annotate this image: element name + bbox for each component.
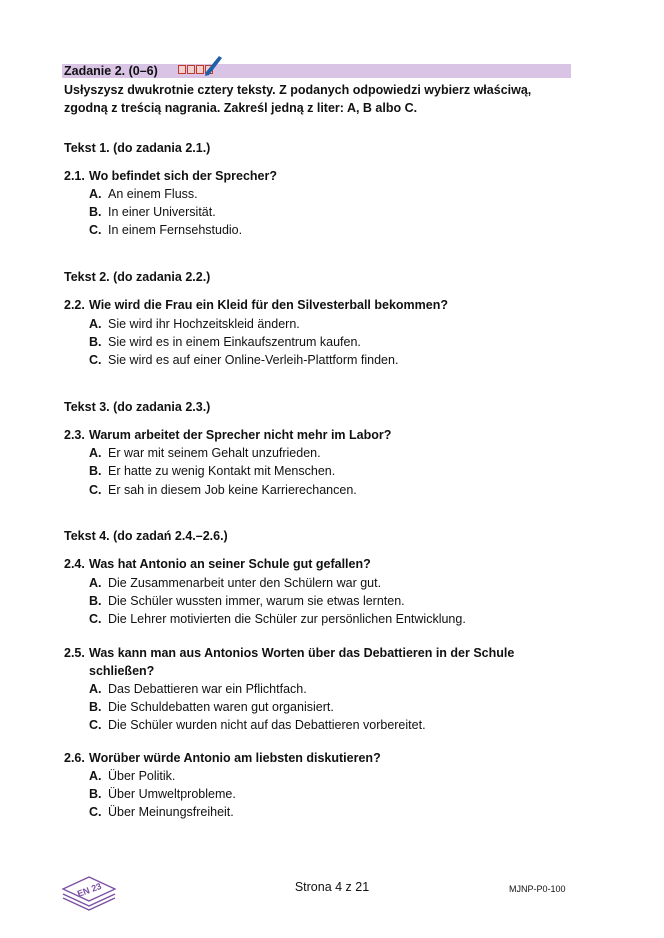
option-letter: C.: [89, 483, 102, 497]
task-instruction: Usłyszysz dwukrotnie cztery teksty. Z podanych odpowiedzi wybierz właściwą, zgodną z treścią nagrania. Zakreśl jedną z liter: A, B albo C.: [64, 83, 532, 115]
answer-option[interactable]: [89, 612, 466, 626]
question-number: 2.2.: [64, 298, 85, 312]
answer-option[interactable]: [89, 805, 234, 819]
option-letter: B.: [89, 787, 102, 801]
question-text: Wie wird die Frau ein Kleid für den Silvesterball bekommen?: [89, 298, 448, 312]
answer-option[interactable]: [89, 187, 198, 201]
option-letter: B.: [89, 464, 102, 478]
task-title: Zadanie 2. (0–6): [64, 64, 158, 78]
answer-option[interactable]: [89, 353, 398, 367]
question-number: 2.5.: [64, 646, 85, 660]
question-number: 2.4.: [64, 557, 85, 571]
pen-icon: [203, 55, 223, 77]
option-text: Die Schüler wussten immer, warum sie etwas lernten.: [108, 594, 405, 608]
answer-option[interactable]: [89, 576, 381, 590]
question-text: Warum arbeitet der Sprecher nicht mehr im Labor?: [89, 428, 392, 442]
logo-text: EN 23: [75, 880, 103, 899]
option-text: Sie wird es auf einer Online-Verleih-Plattform finden.: [108, 353, 399, 367]
question-number: 2.3.: [64, 428, 85, 442]
option-text: Sie wird es in einem Einkaufszentrum kaufen.: [108, 335, 361, 349]
question-number: 2.6.: [64, 751, 85, 765]
answer-option[interactable]: [89, 464, 335, 478]
answer-option[interactable]: [89, 682, 307, 696]
option-letter: A.: [89, 187, 102, 201]
question-text: Was kann man aus Antonios Worten über das Debattieren in der Schule schließen?: [89, 646, 515, 678]
answer-option[interactable]: [89, 446, 321, 460]
option-text: Die Schuldebatten waren gut organisiert.: [108, 700, 334, 714]
option-letter: C.: [89, 223, 102, 237]
option-letter: C.: [89, 805, 102, 819]
question-number: 2.1.: [64, 169, 85, 183]
answer-option[interactable]: [89, 700, 334, 714]
option-text: Die Schüler wurden nicht auf das Debattieren vorbereitet.: [108, 718, 426, 732]
option-letter: B.: [89, 335, 102, 349]
option-letter: B.: [89, 594, 102, 608]
score-box: [187, 65, 195, 74]
option-text: Über Meinungsfreiheit.: [108, 805, 234, 819]
option-text: Das Debattieren war ein Pflichtfach.: [108, 682, 307, 696]
text-heading: Tekst 3. (do zadania 2.3.): [64, 400, 211, 414]
option-text: Die Zusammenarbeit unter den Schülern war gut.: [108, 576, 382, 590]
option-text: Er war mit seinem Gehalt unzufrieden.: [108, 446, 321, 460]
answer-option[interactable]: [89, 317, 300, 331]
question-text: Was hat Antonio an seiner Schule gut gefallen?: [89, 557, 371, 571]
answer-option[interactable]: [89, 594, 405, 608]
option-text: Er sah in diesem Job keine Karrierechancen.: [108, 483, 357, 497]
option-letter: B.: [89, 700, 102, 714]
option-letter: C.: [89, 353, 102, 367]
answer-option[interactable]: [89, 335, 361, 349]
option-letter: A.: [89, 576, 102, 590]
answer-option[interactable]: [89, 205, 216, 219]
answer-option[interactable]: [89, 787, 236, 801]
option-letter: A.: [89, 682, 102, 696]
option-text: Über Politik.: [108, 769, 176, 783]
option-text: Sie wird ihr Hochzeitskleid ändern.: [108, 317, 300, 331]
score-box: [178, 65, 186, 74]
option-letter: C.: [89, 612, 102, 626]
option-text: In einem Fernsehstudio.: [108, 223, 243, 237]
question-text: Worüber würde Antonio am liebsten diskutieren?: [89, 751, 381, 765]
option-letter: A.: [89, 317, 102, 331]
answer-option[interactable]: [89, 769, 175, 783]
answer-option[interactable]: [89, 483, 357, 497]
exam-code: MJNP-P0-100: [509, 884, 566, 894]
text-heading: Tekst 1. (do zadania 2.1.): [64, 141, 211, 155]
option-letter: A.: [89, 446, 102, 460]
option-text: Über Umweltprobleme.: [108, 787, 236, 801]
option-text: In einer Universität.: [108, 205, 216, 219]
answer-option[interactable]: [89, 223, 242, 237]
option-text: Die Lehrer motivierten die Schüler zur persönlichen Entwicklung.: [108, 612, 466, 626]
text-heading: Tekst 2. (do zadania 2.2.): [64, 270, 211, 284]
answer-option[interactable]: [89, 718, 426, 732]
option-letter: B.: [89, 205, 102, 219]
option-text: An einem Fluss.: [108, 187, 198, 201]
option-letter: A.: [89, 769, 102, 783]
option-text: Er hatte zu wenig Kontakt mit Menschen.: [108, 464, 336, 478]
text-heading: Tekst 4. (do zadań 2.4.–2.6.): [64, 529, 228, 543]
question-text: Wo befindet sich der Sprecher?: [89, 169, 278, 183]
page-number: Strona 4 z 21: [294, 880, 370, 894]
option-letter: C.: [89, 718, 102, 732]
